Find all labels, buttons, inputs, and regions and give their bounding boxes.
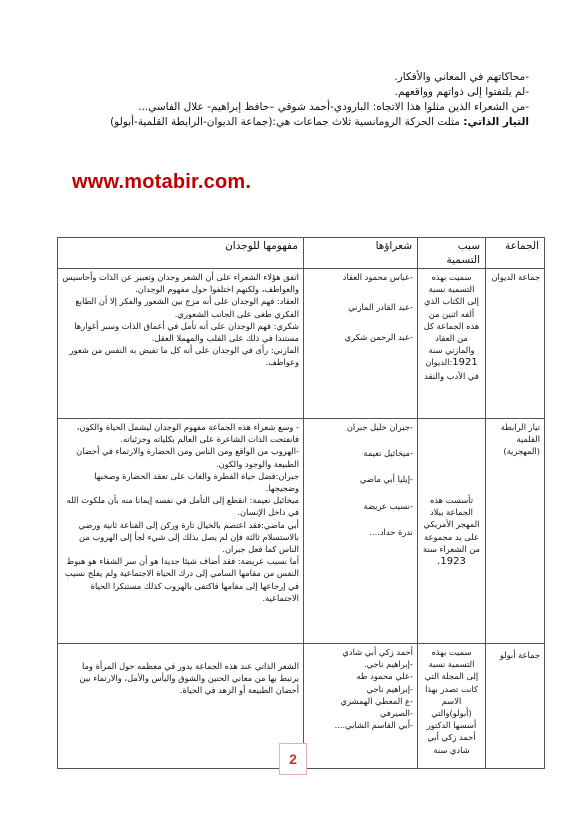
concept-text: أبي ماضي:فقد اعتصم بالخيال تارة وركن إلى القناعة ثانية ورضي بالاستسلام ثالثة فإن لم يصل بذلك إلى شيء لجأ إلى الهروب من الناس كما فعل جبران.	[78, 519, 299, 555]
reason-year: 1923.	[437, 555, 466, 567]
poet-name: -علي محمود طه	[356, 671, 413, 682]
intro-line-3: -من الشعراء الذين مثلوا هذا الاتجاه: البارودي-أحمد شوقي –حافظ إبراهيم- علال الفاسي...	[138, 101, 529, 113]
self-current-label: التيار الذاتي:	[463, 116, 529, 128]
page-number: 2	[279, 743, 307, 775]
header-group: الجماعة	[486, 238, 545, 269]
concept-text: شكري: فهم الوجدان على أنه تأمل في أعماق الذات وسبر أغوارها مستندا في ذلك على القلب والمهملا العقل.	[74, 320, 299, 344]
concept-cell	[58, 644, 304, 769]
concept-text: المازني: رأى في الوجدان على أنه كل ما تفيض به النفس من شعور وعواطف.	[69, 345, 299, 368]
groups-table	[57, 237, 545, 769]
website-watermark: www.motabir.com.	[72, 171, 252, 193]
poet-name: -ع المعطي الهمشري	[340, 695, 413, 706]
reason-text: سميت بهذه التسمية نسبة إلى الكتاب الذي ألفه اثنين من هذه الجماعة كل من العقاد والمازني سنة	[423, 272, 480, 356]
poet-name: -عباس محمود العقاد	[342, 272, 413, 282]
poet-name: -ميخائيل نعيمة	[363, 448, 413, 459]
table-row	[58, 419, 545, 644]
poet-name: -نسيب عريضة	[363, 500, 413, 511]
self-current-text: مثلت الحركة الرومانسية ثلاث جماعات هي:(جماعة الديوان-الرابطة القلمية-أبولو)	[110, 116, 464, 128]
concept-text: ميخائيل نعيمة: انقطع إلى التأمل في نفسه إيمانا منه بأن ملكوت الله في داخل الإنسان.	[66, 495, 299, 518]
poet-name: -إبراهيم ناجي	[366, 683, 413, 694]
table-row	[58, 269, 545, 419]
header-concept: مفهومها للوجدان	[58, 238, 304, 269]
reason-year: 1921	[452, 357, 478, 369]
intro-line-2: -لم يلتفتوا إلى ذواتهم وواقعهم.	[394, 86, 529, 98]
poet-name: -جبران خليل جبران	[346, 422, 413, 432]
poets-cell	[304, 419, 418, 644]
intro-line-1: -محاكاتهم في المعاني والأفكار.	[394, 71, 529, 83]
group-name: جماعة أبولو	[486, 644, 545, 769]
naming-reason	[418, 269, 486, 419]
concept-text: العقاد: فهم الوجدان على أنه مزج بين الشعور والفكر إلا أن الطابع الفكري طغى على الجانب الشعوري.	[75, 296, 299, 319]
intro-text	[69, 70, 529, 130]
intro-line-4	[69, 115, 529, 130]
concept-cell	[58, 419, 304, 644]
concept-cell	[58, 269, 304, 419]
header-reason: سبب التسمية	[418, 238, 486, 269]
poet-name: ندرة حداد....	[369, 526, 413, 537]
group-name: تيار الرابطة القلمية (المهجرية)	[486, 419, 545, 644]
group-name: جماعة الديوان	[486, 269, 545, 419]
naming-reason	[418, 419, 486, 644]
concept-text: الشعر الذاتي عند هذه الجماعة يدور في معظمه حول المرأة وما يرتبط بها من معاني الحنين والشوق واليأس والأمل، والارتماء بين أحضان الطبيعة أو الزهد في الحياة.	[79, 661, 299, 696]
concept-text: اتفق هؤلاء الشعراء على أن الشعر وجدان وتعبير عن الذات وأحاسيس والعواطف، ولكنهم اختلفوا حول مفهوم الوجدان.	[62, 272, 299, 295]
poet-name: -الصيرفي	[380, 708, 413, 719]
reason-after: :الديوان في الأدب والنقد	[424, 357, 479, 381]
poet-name: -عبد القادر المازني	[348, 302, 413, 313]
concept-text: -الهروب من الواقع ومن الناس ومن الحضارة والارتماء في أحضان الطبيعة والوجود والكون.	[76, 446, 299, 469]
poet-name: -إيليا أبي ماضي	[359, 474, 413, 485]
reason-text: سميت بهذه التسمية نسبة إلى المجلة التي كانت تصدر بهذا الاسم (أبولو)والتي أسسها الدكتور أحمد زكي أبي شادي سنة	[424, 647, 479, 755]
poets-cell	[304, 269, 418, 419]
poet-name: -إبراهيم ناجي.	[363, 659, 413, 670]
header-poets: شعراؤها	[304, 238, 418, 269]
table-header-row	[58, 238, 545, 269]
concept-text: أما نسيب عريضة: فقد أضاف شيئا جديدا هو أن سر الشقاء هو هبوط النفس من مقامها السامي إلى درك الحياة الاجتماعية ولم يفلح نسيب في إرجاعها إلى مقامها فاكتفى بالهروب كذلك مستنكرا الحياة الاجتماعية.	[64, 556, 299, 603]
poets-cell	[304, 644, 418, 769]
reason-text: تأسست هذه الجماعة ببلاد المهجر الأمريكي على يد مجموعة من الشعراء سنة	[423, 494, 480, 554]
poet-name: أحمد زكي أبي شادي	[342, 647, 413, 657]
poet-name: -أبي القاسم الشابي....	[334, 720, 413, 731]
naming-reason	[418, 644, 486, 769]
poet-name: -عبد الرحمن شكري	[344, 332, 413, 343]
concept-text: - وسع شعراء هذه الجماعة مفهوم الوجدان ليشمل الحياة والكون، فانفتحت الذات الشاعرة على العالم بكلياته وجزئياته.	[76, 422, 299, 445]
concept-text: جبران:فضل حياة الفطرة والغاب على تعقد الحضارة وصخبها وضجيجها.	[94, 470, 299, 494]
